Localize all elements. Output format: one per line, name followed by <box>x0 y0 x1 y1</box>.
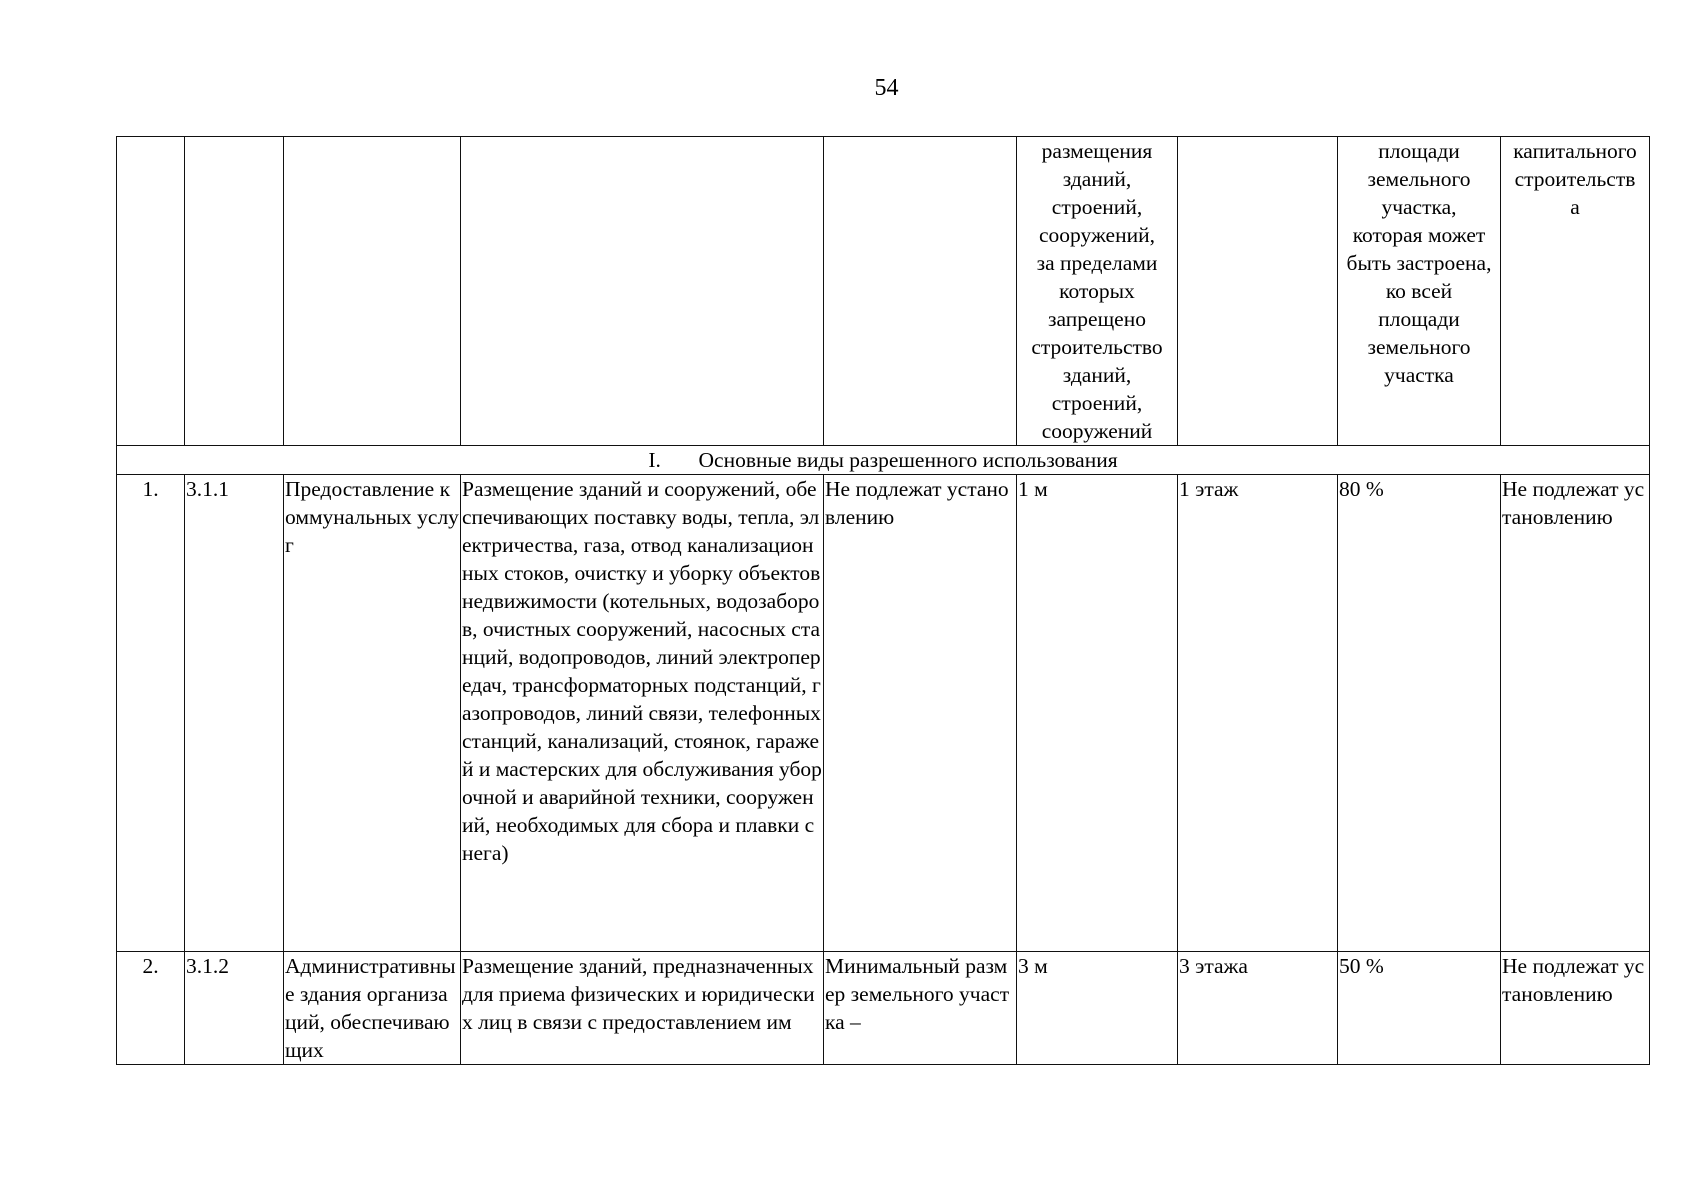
row-floors: 1 этаж <box>1178 475 1338 952</box>
row-coverage: 80 % <box>1338 475 1501 952</box>
row-coverage: 50 % <box>1338 952 1501 1065</box>
regulations-table <box>116 136 1650 1065</box>
header-cell-setback: размещения зданий, строений, сооружений, за пределами которых запрещено строительство зданий, строений, сооружений <box>1017 137 1178 446</box>
row-plot-size: Не подлежат установлению <box>824 475 1017 952</box>
row-description: Размещение зданий и сооружений, обеспечивающих поставку воды, тепла, электричества, газа, отвод канализационных стоков, очистку и уборку объектов недвижимости (котельных, водозаборов, очистных сооружений, насосных станций, водопроводов, линий электропередач, трансформаторных подстанций, газопроводов, линий связи, телефонных станций, канализаций, стоянок, гаражей и мастерских для обслуживания уборочной и аварийной техники, сооружений, необходимых для сбора и плавки снега) <box>461 475 824 952</box>
section-heading <box>117 446 1650 475</box>
section-number: I. <box>648 448 661 472</box>
row-plot-size: Минимальный размер земельного участка – <box>824 952 1017 1065</box>
header-cell-empty <box>284 137 461 446</box>
section-title: Основные виды разрешенного использования <box>698 448 1118 472</box>
header-cell-other: капитального строительств а <box>1501 137 1650 446</box>
row-indent: 3 м <box>1017 952 1178 1065</box>
header-cell-empty <box>461 137 824 446</box>
page-number: 54 <box>874 75 899 101</box>
table-row <box>117 952 1650 1065</box>
header-cell-empty <box>824 137 1017 446</box>
continuation-header-row <box>117 137 1650 446</box>
row-floors: 3 этажа <box>1178 952 1338 1065</box>
row-number: 2. <box>117 952 185 1065</box>
row-indent: 1 м <box>1017 475 1178 952</box>
row-code: 3.1.2 <box>185 952 284 1065</box>
row-use-name: Предоставление коммунальных услуг <box>284 475 461 952</box>
section-row <box>117 446 1650 475</box>
header-cell-empty <box>1178 137 1338 446</box>
row-other: Не подлежат установлению <box>1501 952 1650 1065</box>
header-cell-coverage: площади земельного участка, которая может быть застроена, ко всей площади земельного участка <box>1338 137 1501 446</box>
row-number: 1. <box>117 475 185 952</box>
row-code: 3.1.1 <box>185 475 284 952</box>
table-row <box>117 475 1650 952</box>
row-use-name: Административные здания организаций, обеспечивающих <box>284 952 461 1065</box>
row-description: Размещение зданий, предназначенных для приема физических и юридических лиц в связи с предоставлением им <box>461 952 824 1065</box>
header-cell-empty <box>185 137 284 446</box>
header-cell-empty <box>117 137 185 446</box>
row-other: Не подлежат установлению <box>1501 475 1650 952</box>
